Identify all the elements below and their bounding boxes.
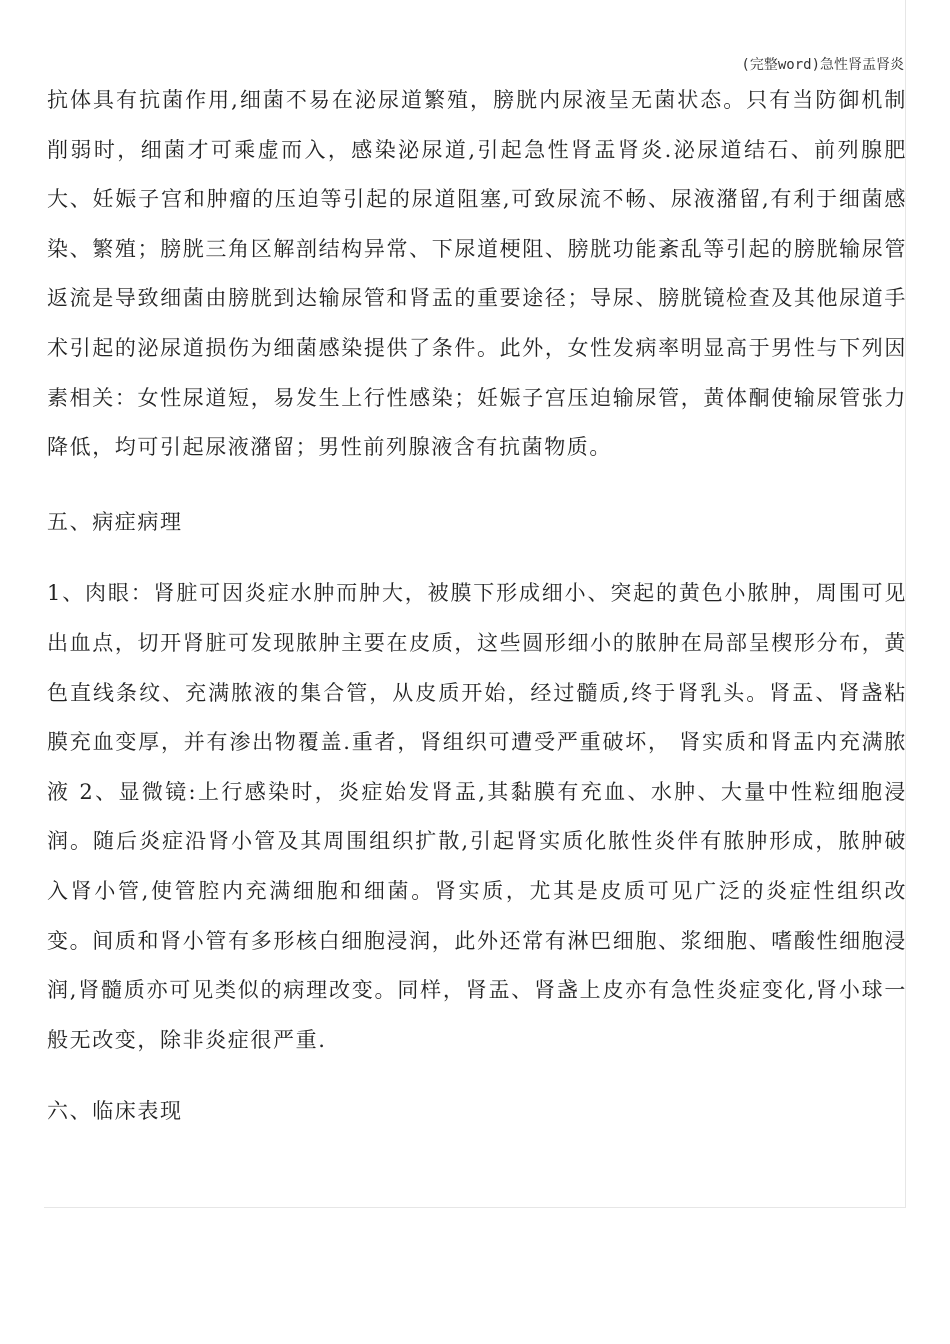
paragraph-pathology: 1、肉眼：肾脏可因炎症水肿而肿大，被膜下形成细小、突起的黄色小脓肿，周围可见出血点，切开肾脏可发现脓肿主要在皮质，这些圆形细小的脓肿在局部呈楔形分布，黄色直线条纹、充满脓液的集合管，从皮质开始，经过髓质,终于肾乳头。肾盂、肾盏粘膜充血变厚，并有渗出物覆盖.重者，肾组织可遭受严重破坏， 肾实质和肾盂内充满脓液 2、显微镜:上行感染时，炎症始发肾盂,其黏膜有充血、水肿、大量中性粒细胞浸润。随后炎症沿肾小管及其周围组织扩散,引起肾实质化脓性炎伴有脓肿形成，脓肿破入肾小管,使管腔内充满细胞和细菌。肾实质，尤其是皮质可见广泛的炎症性组织改变。间质和肾小管有多形核白细胞浸润，此外还常有淋巴细胞、浆细胞、嗜酸性细胞浸润,肾髓质亦可见类似的病理改变。同样，肾盂、肾盏上皮亦有急性炎症变化,肾小球一般无改变，除非炎症很严重. — [47, 581, 907, 1052]
paragraph-gap — [47, 473, 907, 498]
section-heading-clinical: 六、临床表现 — [47, 1099, 183, 1124]
document-body — [47, 76, 907, 1137]
section-heading-pathology: 五、病症病理 — [47, 509, 183, 534]
paragraph-pathogenesis: 抗体具有抗菌作用,细菌不易在泌尿道繁殖，膀胱内尿液呈无菌状态。只有当防御机制削弱时，细菌才可乘虚而入，感染泌尿道,引起急性肾盂肾炎.泌尿道结石、前列腺肥大、妊娠子宫和肿瘤的压迫等引起的尿道阻塞,可致尿流不畅、尿液潴留,有利于细菌感染、繁殖；膀胱三角区解剖结构异常、下尿道梗阻、膀胱功能紊乱等引起的膀胱输尿管返流是导致细菌由膀胱到达输尿管和肾盂的重要途径；导尿、膀胱镜检查及其他尿道手术引起的泌尿道损伤为细菌感染提供了条件。此外，女性发病率明显高于男性与下列因素相关：女性尿道短，易发生上行性感染；妊娠子宫压迫输尿管，黄体酮使输尿管张力降低，均可引起尿液潴留；男性前列腺液含有抗菌物质。 — [47, 88, 907, 460]
paragraph-gap — [47, 547, 907, 569]
running-header: (完整word)急性肾盂肾炎 — [741, 57, 904, 73]
paragraph-gap — [47, 1065, 907, 1087]
